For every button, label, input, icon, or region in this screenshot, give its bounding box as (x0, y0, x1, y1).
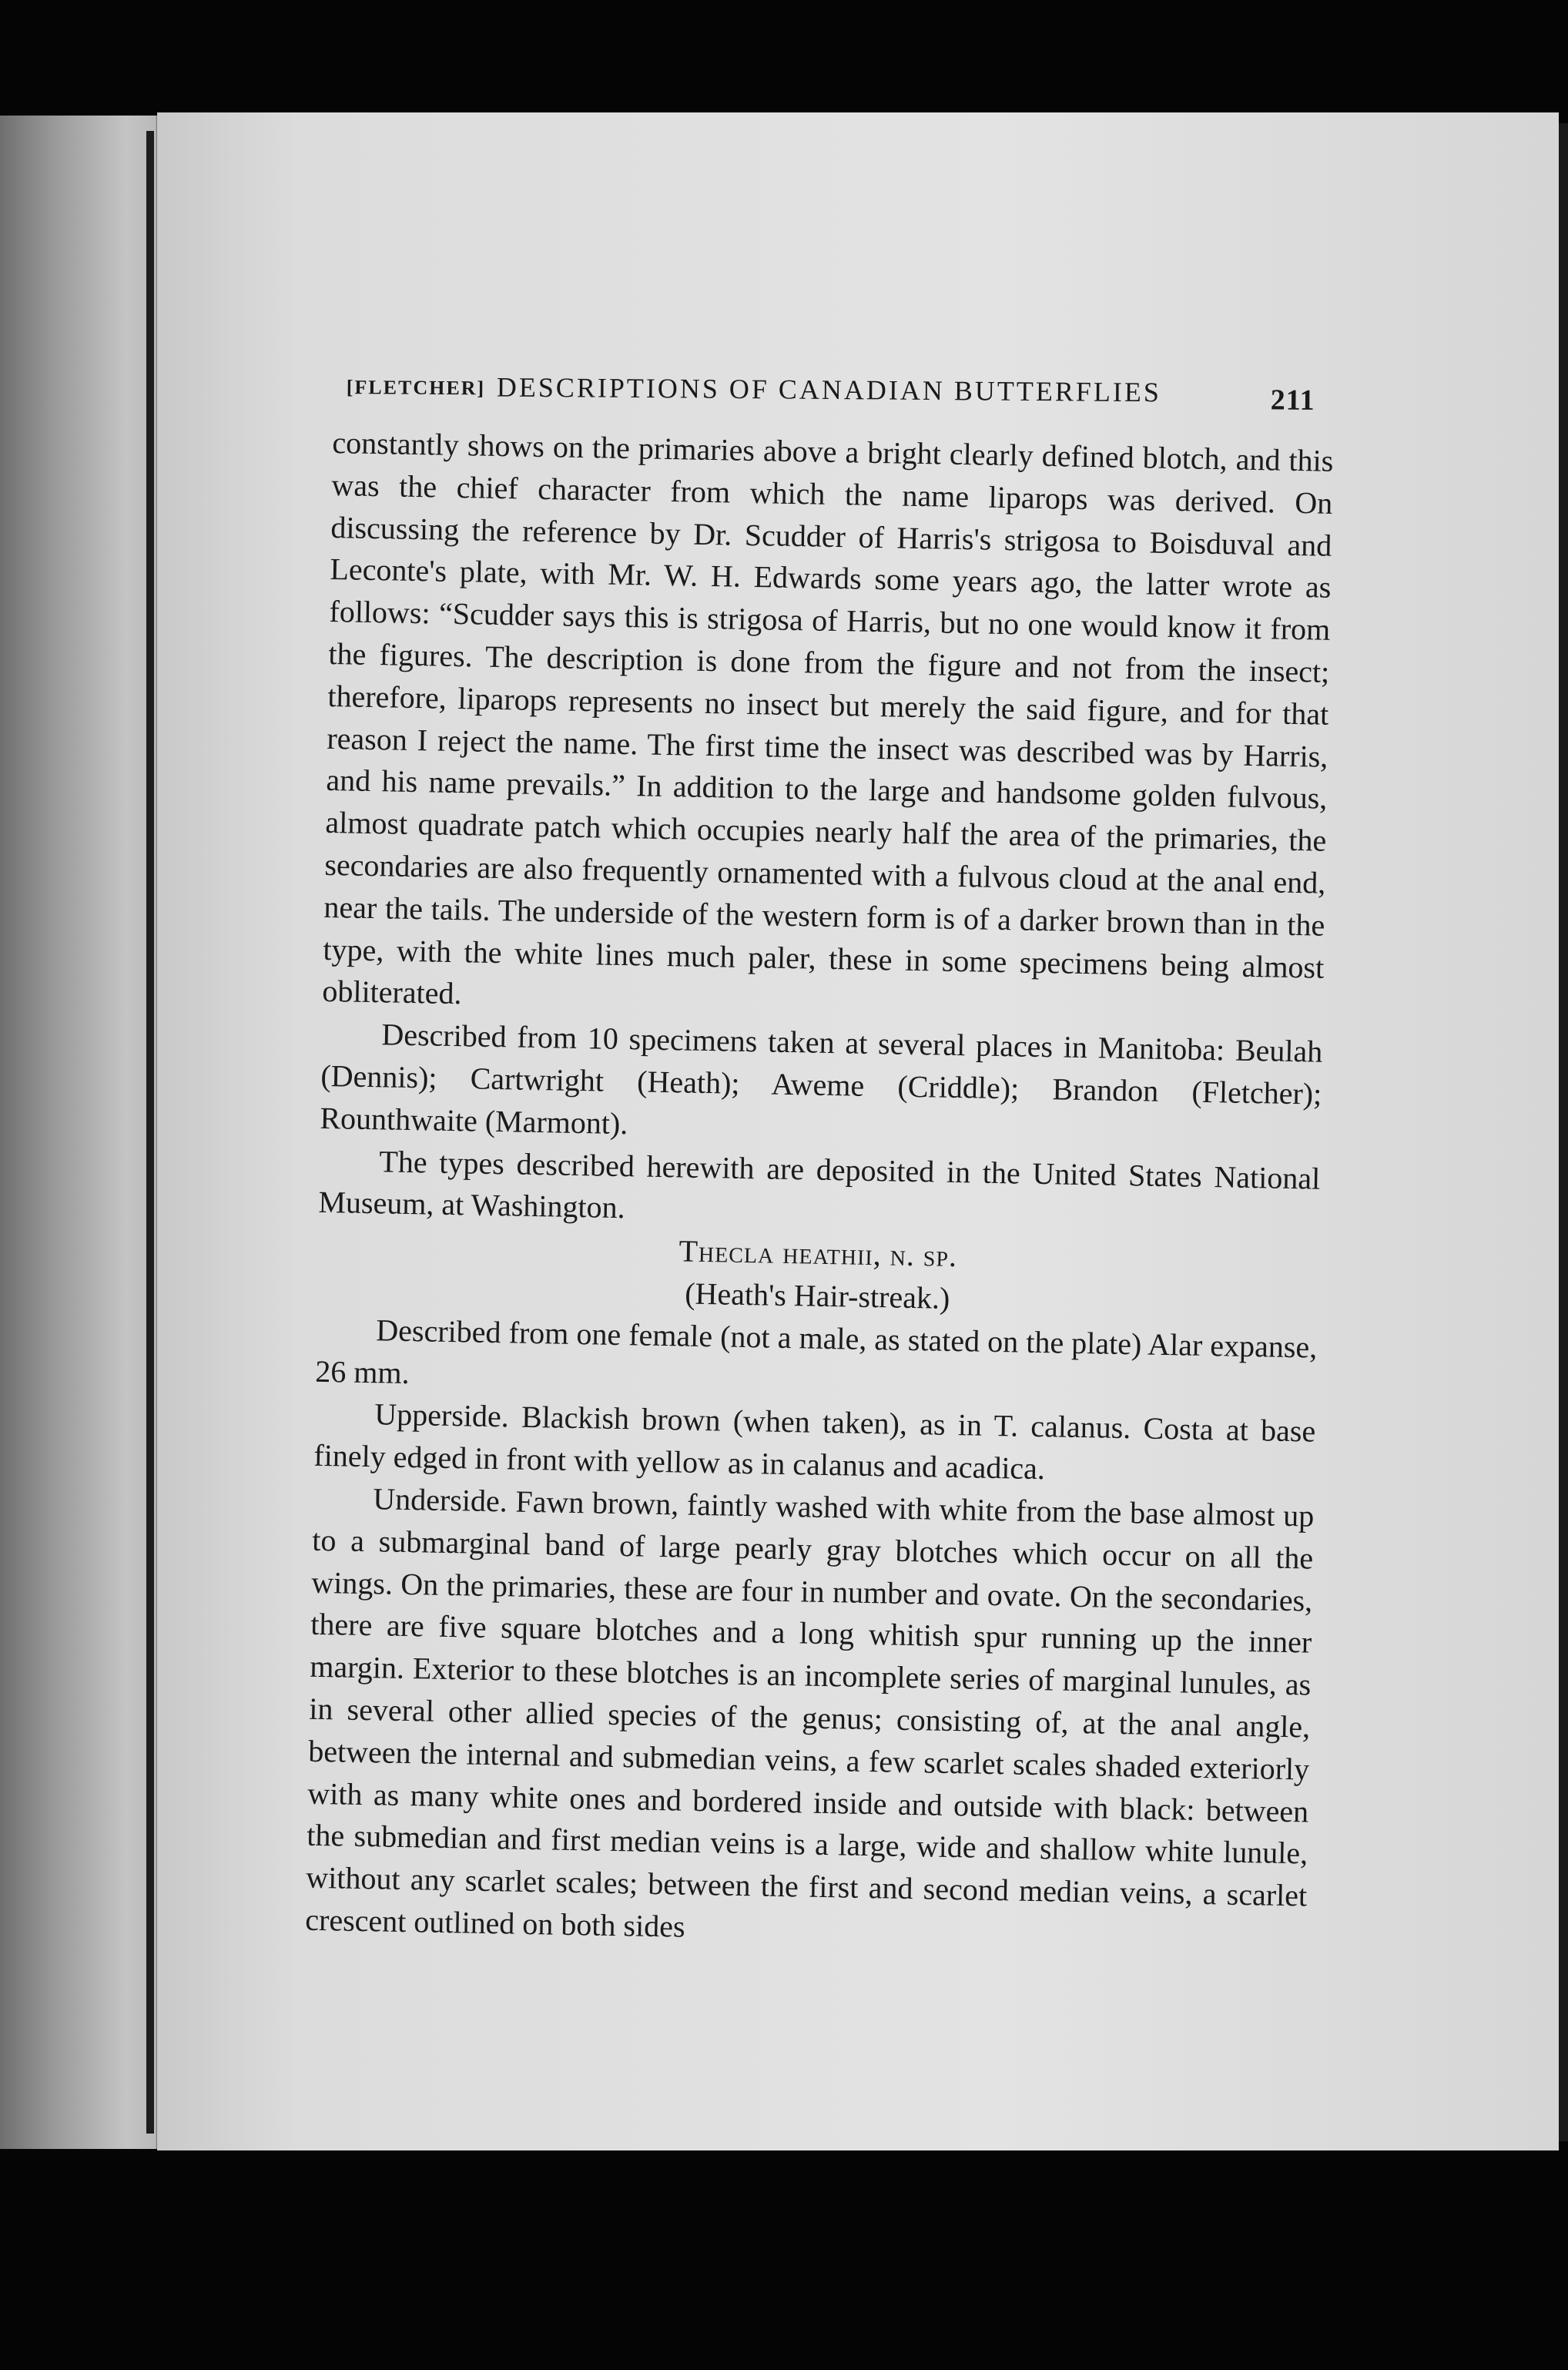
header-author: [FLETCHER] (346, 375, 486, 400)
paragraph: Described from one female (not a male, as stated on the plate) Alar expanse, 26 mm. (315, 1312, 1318, 1390)
paragraph: Described from 10 specimens taken at several places in Manitoba: Beulah (Dennis); Cartwright (Heath); Aweme (Criddle); Brandon (Fletcher); Rounthwaite (Marmont). (320, 1017, 1323, 1141)
running-header (347, 370, 1348, 424)
section-subheading: (Heath's Hair-streak.) (684, 1276, 950, 1316)
page-gutter (146, 131, 154, 2134)
paragraph: Upperside. Blackish brown (when taken), as in T. calanus. Costa at base finely edged in front with yellow as in calanus and acadica. (313, 1396, 1316, 1487)
paragraph: The types described herewith are deposited in the United States National Museum, at Washington. (318, 1143, 1321, 1225)
page-right-edge (1559, 123, 1568, 2141)
facing-page-edge (0, 116, 157, 2149)
section-heading: Thecla heathii, n. sp. (678, 1233, 958, 1274)
header-title: DESCRIPTIONS OF CANADIAN BUTTERFLIES (496, 371, 1162, 408)
page-body (305, 422, 1334, 1959)
paragraph: constantly shows on the primaries above a bright clearly defined blotch, and this was the chief character from which the name liparops was derived. On discussing the reference by Dr. Scudder of Harris's strigosa to Boisduval and Leconte's plate, with Mr. W. H. Edwards some years ago, the latter wrote as follows: “Scudder says this is strigosa of Harris, but no one would know it from the figures. The description is done from the figure and not from the insect; therefore, liparops represents no insect but merely the said figure, and for that reason I reject the name. The first time the insect was described was by Harris, and his name prevails.” In addition to the large and handsome golden fulvous, almost quadrate patch which occupies nearly half the area of the primaries, the secondaries are also frequently ornamented with a fulvous cloud at the anal end, near the tails. The underside of the western form is of a darker brown than in the type, with the white lines much paler, these in some specimens being almost obliterated. (322, 424, 1334, 1011)
paragraph: Underside. Fawn brown, faintly washed with white from the base almost up to a submarginal band of large pearly gray blotches which occur on all the wings. On the primaries, these are four in number and ovate. On the secondaries, there are five square blotches and a long whitish spur running up the inner margin. Exterior to these blotches is an incomplete series of marginal lunules, as in several other allied species of the genus; consisting of, at the anal angle, between the internal and submedian veins, a few scarlet scales shaded exteriorly with as many white ones and bordered inside and outside with black: between the submedian and first median veins is a large, wide and shallow white lunule, without any scarlet scales; between the first and second median veins, a scarlet crescent outlined on both sides (304, 1481, 1315, 1944)
page-number: 211 (1270, 384, 1315, 417)
